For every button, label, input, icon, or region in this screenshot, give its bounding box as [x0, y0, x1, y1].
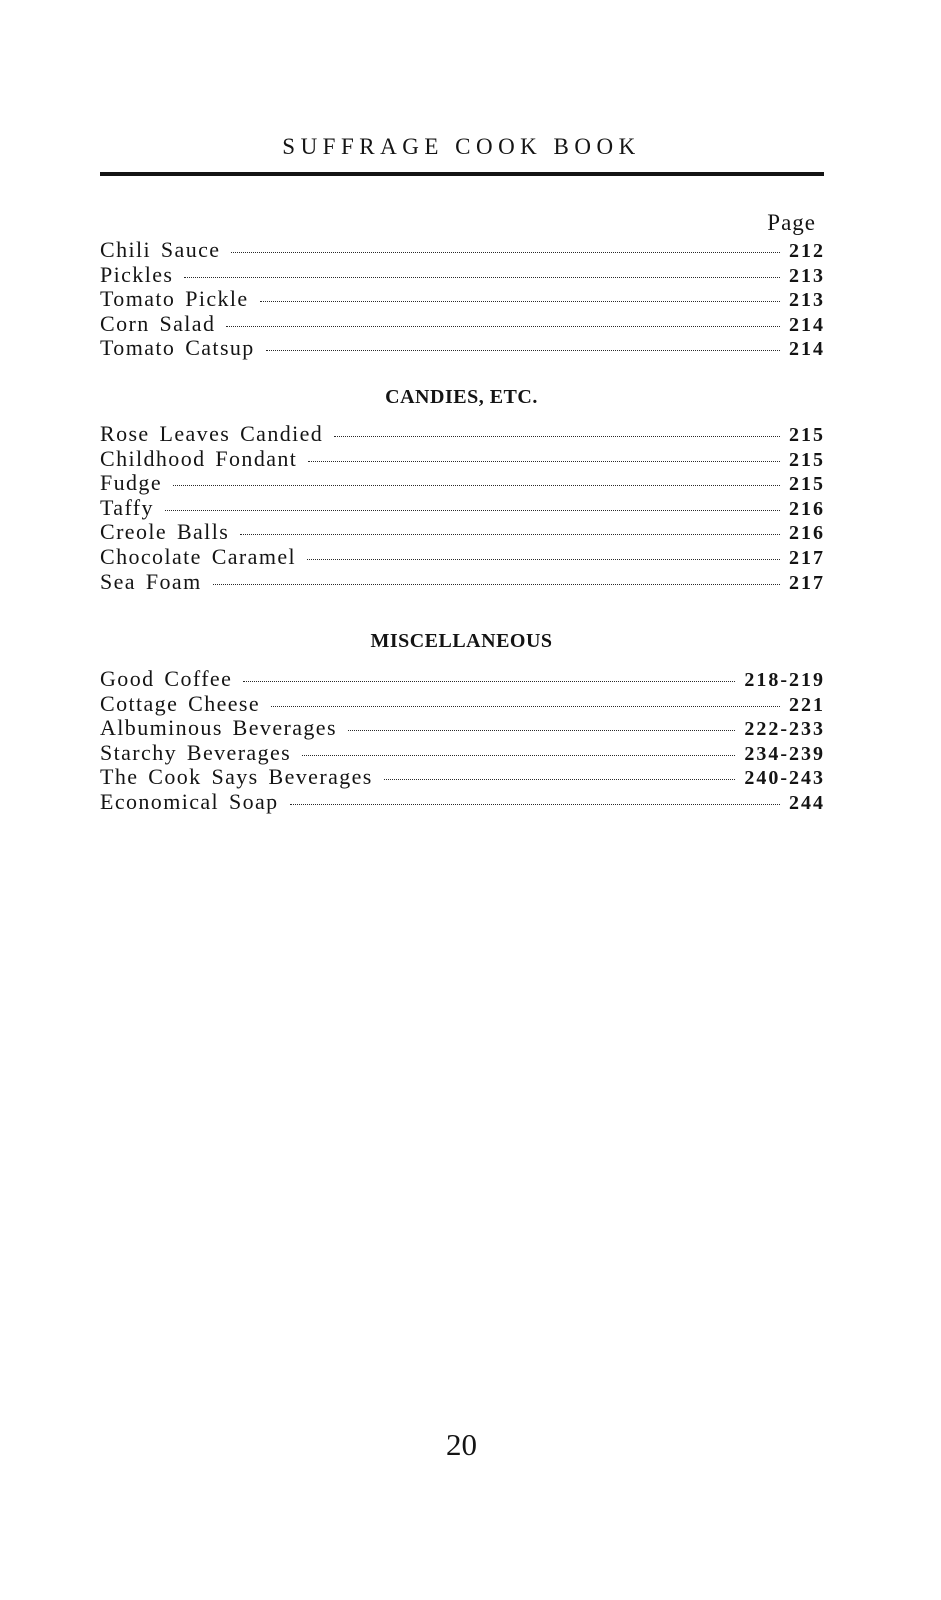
dot-leader	[266, 350, 780, 351]
dot-leader	[290, 804, 780, 805]
toc-entry-page: 244	[789, 791, 825, 814]
toc-entry-page: 240-243	[744, 767, 825, 790]
page-number: 20	[446, 1427, 477, 1462]
toc-entry-title: Fudge	[100, 470, 162, 496]
dot-leader	[260, 301, 780, 302]
toc-entry-title: Good Coffee	[100, 666, 233, 691]
dot-leader	[213, 584, 780, 585]
toc-entry-title: The Cook Says Beverages	[100, 764, 373, 790]
toc-entry-title: Chili Sauce	[100, 237, 221, 262]
dot-leader	[271, 706, 780, 707]
toc-entry-page: 214	[789, 313, 825, 336]
toc-entry-page: 213	[789, 264, 825, 287]
toc-entry	[100, 287, 823, 312]
toc-entry-title: Childhood Fondant	[100, 445, 298, 471]
dot-leader	[384, 779, 736, 780]
toc-entry	[100, 741, 823, 766]
toc-entry	[100, 520, 823, 545]
toc-section-miscellaneous	[100, 667, 823, 815]
toc-entry-page: 222-233	[744, 718, 825, 741]
toc-entry	[100, 570, 823, 595]
toc-entry	[100, 471, 823, 496]
header-rule	[100, 172, 824, 176]
toc-entry	[100, 238, 823, 263]
toc-entry-page: 221	[789, 693, 825, 716]
section-heading-candies: CANDIES, ETC.	[385, 386, 538, 408]
toc-entry	[100, 716, 823, 741]
toc-section-candies	[100, 422, 823, 594]
page-column-label: Page	[767, 210, 816, 235]
dot-leader	[226, 326, 780, 327]
toc-entry	[100, 765, 823, 790]
running-title: SUFFRAGE COOK BOOK	[282, 134, 641, 159]
toc-entry-title: Cottage Cheese	[100, 690, 261, 716]
toc-entry	[100, 336, 823, 361]
toc-entry	[100, 447, 823, 472]
toc-entry	[100, 545, 823, 570]
toc-section-relishes	[100, 238, 823, 361]
toc-entry-title: Starchy Beverages	[100, 739, 292, 765]
dot-leader	[173, 485, 780, 486]
toc-entry-title: Corn Salad	[100, 310, 216, 336]
toc-entry	[100, 263, 823, 288]
dot-leader	[165, 510, 780, 511]
dot-leader	[348, 730, 735, 731]
dot-leader	[243, 681, 735, 682]
toc-entry-title: Chocolate Caramel	[100, 543, 297, 569]
toc-entry-title: Economical Soap	[100, 788, 279, 814]
section-heading-miscellaneous: MISCELLANEOUS	[370, 630, 553, 652]
dot-leader	[308, 461, 780, 462]
toc-entry-title: Tomato Catsup	[100, 335, 255, 361]
toc-entry-title: Taffy	[100, 494, 154, 520]
toc-entry-page: 234-239	[744, 742, 825, 765]
dot-leader	[240, 534, 780, 535]
toc-entry-page: 216	[789, 522, 825, 545]
toc-entry-page: 217	[789, 571, 825, 594]
toc-entry-title: Rose Leaves Candied	[100, 421, 324, 446]
toc-entry	[100, 790, 823, 815]
toc-entry	[100, 496, 823, 521]
dot-leader	[334, 436, 780, 437]
toc-entry	[100, 667, 823, 692]
toc-entry-page: 215	[789, 448, 825, 471]
toc-entry-page: 215	[789, 424, 825, 446]
dot-leader	[307, 559, 780, 560]
toc-entry-title: Sea Foam	[100, 568, 202, 594]
toc-entry-title: Albuminous Beverages	[100, 715, 337, 741]
dot-leader	[184, 277, 780, 278]
toc-entry	[100, 422, 823, 447]
toc-entry-page: 218-219	[744, 669, 825, 691]
toc-entry-title: Tomato Pickle	[100, 286, 249, 312]
toc-entry-title: Creole Balls	[100, 519, 230, 545]
dot-leader	[231, 252, 780, 253]
toc-entry-page: 214	[789, 338, 825, 361]
toc-entry-page: 215	[789, 473, 825, 496]
toc-entry	[100, 312, 823, 337]
toc-entry-title: Pickles	[100, 261, 174, 287]
dot-leader	[302, 755, 735, 756]
toc-entry-page: 216	[789, 497, 825, 520]
toc-entry-page: 217	[789, 546, 825, 569]
toc-entry-page: 212	[789, 240, 825, 262]
toc-entry-page: 213	[789, 289, 825, 312]
toc-entry	[100, 692, 823, 717]
